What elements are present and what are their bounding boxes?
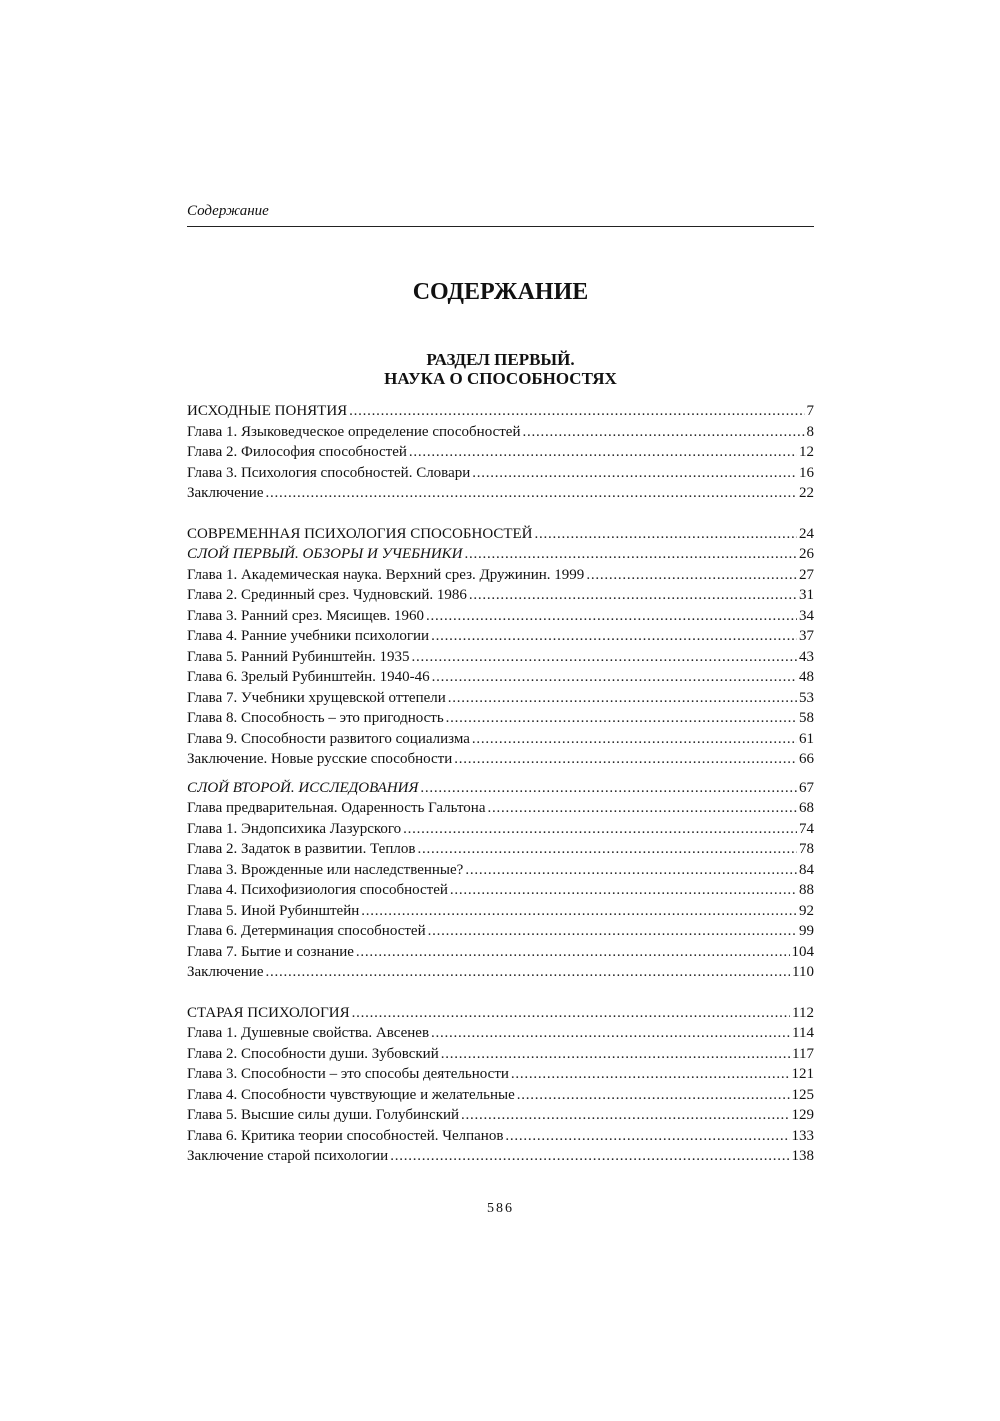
dot-leader: [390, 1146, 789, 1167]
toc-entry[interactable]: [187, 524, 814, 545]
toc-entry-page: 92: [799, 902, 814, 919]
toc-entry[interactable]: [187, 1044, 814, 1065]
toc-entry-title: Глава 1. Душевные свойства. Авсенев: [187, 1025, 430, 1041]
toc-entry-page: 12: [799, 444, 814, 460]
toc-entry-page: 24: [799, 525, 814, 542]
dot-leader: [488, 798, 798, 819]
dot-leader: [403, 819, 797, 840]
toc-entry[interactable]: [187, 749, 814, 770]
toc-entry-title: Глава 2. Способности души. Зубовский: [187, 1045, 439, 1062]
toc-entry-page: 31: [799, 587, 814, 603]
toc-entry[interactable]: [187, 442, 814, 463]
toc-entry-title: Глава 4. Ранние учебники психологии: [187, 628, 430, 644]
toc-entry-page: 133: [791, 1127, 814, 1144]
section-heading-line-2: НАУКА О СПОСОБНОСТЯХ: [384, 369, 617, 388]
dot-leader: [432, 667, 797, 688]
toc-entry[interactable]: [187, 1064, 814, 1085]
toc-entry[interactable]: [187, 565, 814, 586]
toc-entry-title: Глава 6. Детерминация способностей: [187, 923, 426, 939]
toc-entry[interactable]: [187, 463, 814, 484]
toc-entry-title: Глава 4. Психофизиология способностей: [187, 882, 448, 898]
section-heading-line-1: РАЗДЕЛ ПЕРВЫЙ.: [426, 350, 575, 369]
dot-leader: [446, 708, 797, 729]
toc-entry-page: 99: [799, 923, 814, 939]
toc-entry[interactable]: [187, 688, 814, 709]
toc-entry[interactable]: [187, 606, 814, 627]
toc-entry-page: 114: [792, 1025, 814, 1041]
group-spacer: [187, 770, 814, 778]
toc-entry-title: Глава 8. Способность – это пригодность: [187, 710, 444, 726]
toc-entry-title: Глава 6. Зрелый Рубинштейн. 1940-46: [187, 669, 430, 685]
dot-leader: [428, 921, 797, 942]
toc-entry[interactable]: [187, 1126, 814, 1147]
toc-entry-page: 16: [799, 464, 814, 481]
toc-entry-title: Глава 2. Философия способностей: [187, 444, 407, 460]
dot-leader: [356, 942, 790, 963]
toc-entry-title: Глава предварительная. Одаренность Гальтона: [187, 800, 486, 816]
toc-entry-title: Глава 5. Иной Рубинштейн: [187, 902, 360, 919]
toc-entry[interactable]: [187, 880, 814, 901]
toc-entry[interactable]: [187, 401, 814, 422]
toc-entry-title: Глава 2. Срединный срез. Чудновский. 1986: [187, 587, 467, 603]
toc-entry-page: 66: [799, 751, 814, 767]
running-head: Содержание: [187, 202, 814, 227]
toc-entry[interactable]: [187, 729, 814, 750]
toc-entry[interactable]: [187, 647, 814, 668]
toc-entry-title: Глава 6. Критика теории способностей. Челпанов: [187, 1127, 504, 1144]
dot-leader: [412, 647, 798, 668]
toc-entry[interactable]: [187, 483, 814, 504]
toc-entry[interactable]: [187, 585, 814, 606]
toc-entry-title: Глава 9. Способности развитого социализма: [187, 730, 470, 747]
toc-entry-title: Глава 3. Психология способностей. Словари: [187, 464, 471, 481]
toc-entry-page: 53: [799, 689, 814, 706]
toc-entry-title: Глава 5. Ранний Рубинштейн. 1935: [187, 648, 410, 665]
toc-entry-page: 48: [799, 669, 814, 685]
toc-entry-title: Глава 3. Способности – это способы деятельности: [187, 1066, 509, 1082]
group-spacer: [187, 504, 814, 524]
toc-entry-page: 74: [799, 820, 814, 837]
toc-entry-page: 58: [799, 710, 814, 726]
toc-entry[interactable]: [187, 422, 814, 443]
toc-entry-title: ИСХОДНЫЕ ПОНЯТИЯ: [187, 403, 348, 419]
toc-entry-page: 88: [799, 882, 814, 898]
toc-entry-page: 43: [799, 648, 814, 665]
toc-entry[interactable]: [187, 901, 814, 922]
toc-group: [187, 778, 814, 983]
page-number: 586: [487, 1201, 514, 1216]
toc-entry-title: Заключение: [187, 485, 264, 501]
toc-entry-title: Глава 1. Языковедческое определение способностей: [187, 423, 521, 440]
toc-entry[interactable]: [187, 1105, 814, 1126]
toc-entry-page: 125: [791, 1086, 814, 1103]
toc-entry-title: Заключение. Новые русские способности: [187, 751, 453, 767]
dot-leader: [522, 422, 804, 443]
dot-leader: [420, 778, 797, 799]
toc-entry[interactable]: [187, 798, 814, 819]
dot-leader: [266, 483, 798, 504]
dot-leader: [505, 1126, 789, 1147]
dot-leader: [472, 463, 797, 484]
toc-entry[interactable]: [187, 921, 814, 942]
toc-entry-title: Глава 2. Задаток в развитии. Теплов: [187, 841, 416, 857]
toc-entry-page: 61: [799, 730, 814, 747]
toc-entry-page: 26: [799, 546, 814, 562]
toc-entry-title: Заключение: [187, 964, 264, 980]
dot-leader: [472, 729, 797, 750]
dot-leader: [441, 1044, 790, 1065]
toc-entry-page: 112: [792, 1004, 814, 1021]
toc-entry[interactable]: [187, 860, 814, 881]
toc-entry-title: Глава 7. Учебники хрущевской оттепели: [187, 689, 446, 706]
dot-leader: [409, 442, 797, 463]
dot-leader: [352, 1003, 790, 1024]
toc-entry-title: Заключение старой психологии: [187, 1148, 389, 1164]
toc-entry-page: 121: [791, 1066, 814, 1082]
toc-entry-title: Глава 3. Ранний срез. Мясищев. 1960: [187, 607, 424, 624]
group-spacer: [187, 983, 814, 1003]
toc-entry-title: Глава 4. Способности чувствующие и желательные: [187, 1086, 515, 1103]
toc-entry[interactable]: [187, 778, 814, 799]
toc-entry-page: 110: [792, 964, 814, 980]
toc-entry-page: 84: [799, 861, 814, 878]
toc-entry-page: 138: [791, 1148, 814, 1164]
toc-entry-page: 7: [806, 403, 814, 419]
toc-entry[interactable]: [187, 819, 814, 840]
dot-leader: [454, 749, 797, 770]
dot-leader: [266, 962, 791, 983]
dot-leader: [417, 839, 797, 860]
toc-entry[interactable]: [187, 839, 814, 860]
toc-group: [187, 401, 814, 504]
dot-leader: [461, 1105, 789, 1126]
toc-entry[interactable]: [187, 667, 814, 688]
toc-entry-title: СОВРЕМЕННАЯ ПСИХОЛОГИЯ СПОСОБНОСТЕЙ: [187, 525, 533, 542]
dot-leader: [450, 880, 797, 901]
toc-entry[interactable]: [187, 1146, 814, 1167]
dot-leader: [464, 544, 797, 565]
section-heading: [187, 350, 814, 388]
toc-entry-page: 104: [791, 943, 814, 960]
dot-leader: [361, 901, 797, 922]
toc-entry-title: Глава 1. Эндопсихика Лазурского: [187, 820, 402, 837]
toc-entry[interactable]: [187, 626, 814, 647]
toc-entry[interactable]: [187, 1003, 814, 1024]
dot-leader: [586, 565, 797, 586]
toc-entry-title: СЛОЙ ВТОРОЙ. ИССЛЕДОВАНИЯ: [187, 779, 419, 796]
toc-entry-page: 22: [799, 485, 814, 501]
dot-leader: [517, 1085, 790, 1106]
dot-leader: [511, 1064, 790, 1085]
dot-leader: [469, 585, 797, 606]
dot-leader: [535, 524, 797, 545]
toc-entry[interactable]: [187, 1023, 814, 1044]
toc-entry-page: 8: [806, 423, 814, 440]
toc-entry-page: 129: [791, 1107, 814, 1123]
dot-leader: [431, 626, 797, 647]
toc-entry-page: 78: [799, 841, 814, 857]
toc-entry-title: Глава 7. Бытие и сознание: [187, 943, 354, 960]
dot-leader: [448, 688, 797, 709]
page-title: СОДЕРЖАНИЕ: [412, 279, 589, 305]
toc-entry-title: СЛОЙ ПЕРВЫЙ. ОБЗОРЫ И УЧЕБНИКИ: [187, 546, 463, 562]
toc-group: [187, 524, 814, 770]
toc-entry[interactable]: [187, 708, 814, 729]
toc-entry-page: 117: [792, 1045, 814, 1062]
toc-entry-page: 67: [799, 779, 814, 796]
toc-entry-page: 37: [799, 628, 814, 644]
dot-leader: [465, 860, 797, 881]
toc-group: [187, 1003, 814, 1167]
table-of-contents: [187, 401, 814, 1167]
toc-entry[interactable]: [187, 942, 814, 963]
dot-leader: [426, 606, 797, 627]
toc-entry-page: 27: [799, 566, 814, 583]
toc-entry-title: Глава 5. Высшие силы души. Голубинский: [187, 1107, 460, 1123]
toc-entry-title: СТАРАЯ ПСИХОЛОГИЯ: [187, 1004, 350, 1021]
toc-entry[interactable]: [187, 544, 814, 565]
toc-entry[interactable]: [187, 1085, 814, 1106]
toc-entry-title: Глава 1. Академическая наука. Верхний срез. Дружинин. 1999: [187, 566, 585, 583]
dot-leader: [431, 1023, 790, 1044]
toc-entry-page: 34: [799, 607, 814, 624]
toc-entry-title: Глава 3. Врожденные или наследственные?: [187, 861, 464, 878]
dot-leader: [349, 401, 804, 422]
toc-entry[interactable]: [187, 962, 814, 983]
toc-entry-page: 68: [799, 800, 814, 816]
